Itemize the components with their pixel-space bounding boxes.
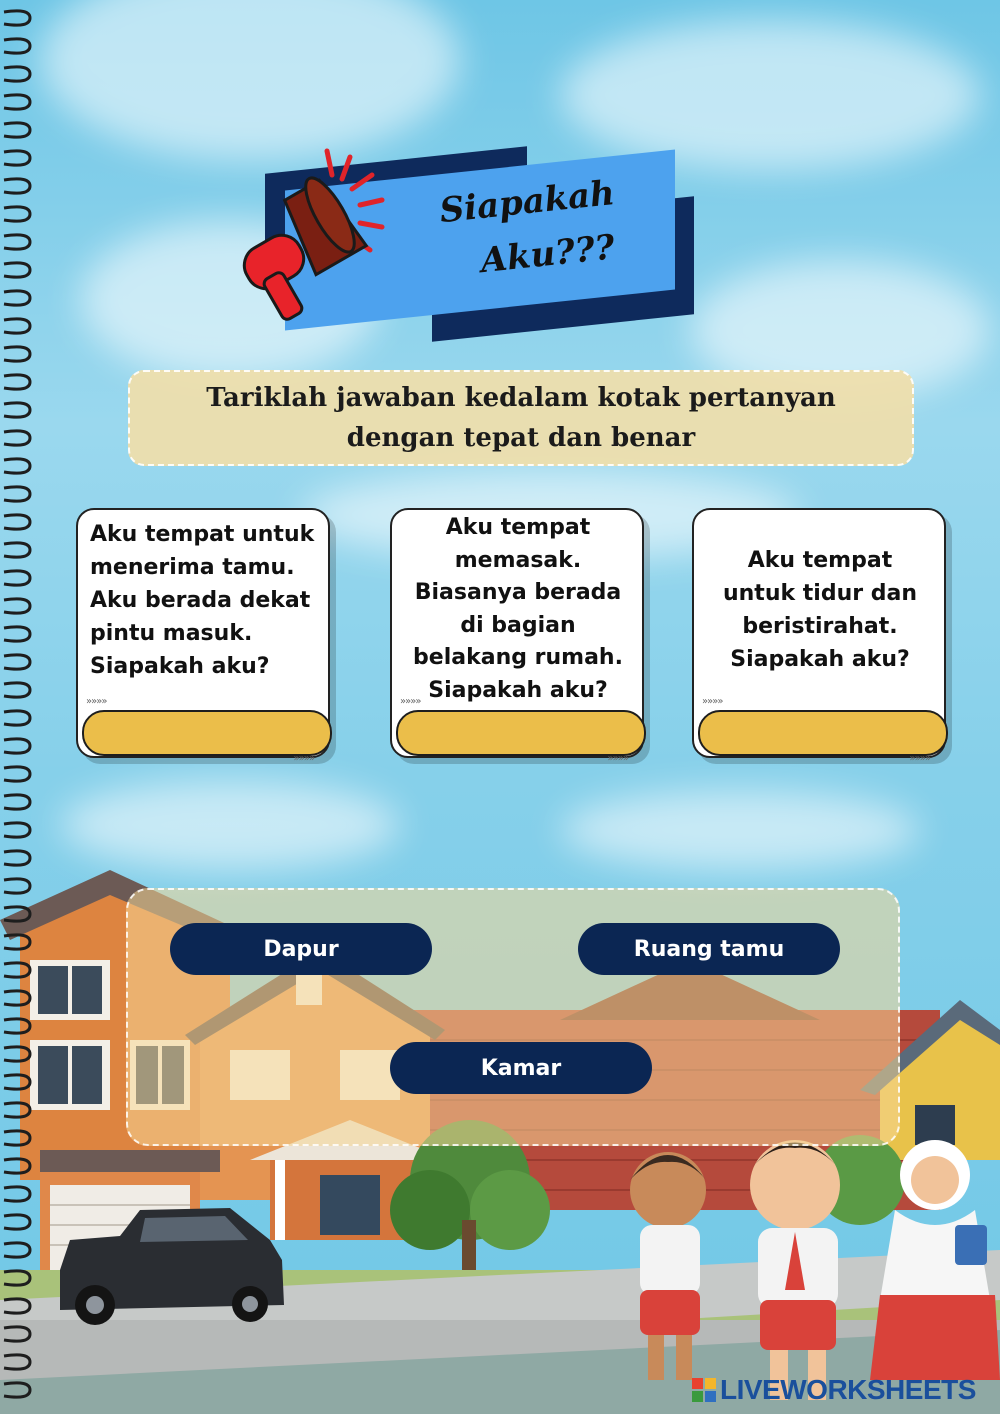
question-text: Aku tempat memasak. Biasanya berada di bagian belakang rumah. Siapakah aku? (413, 515, 623, 703)
answer-option-kamar[interactable]: Kamar (390, 1042, 652, 1094)
question-card-2 (390, 508, 644, 764)
answer-drop-zone-3[interactable] (698, 710, 948, 756)
question-card-1 (76, 508, 330, 764)
answer-drop-zone-2[interactable] (396, 710, 646, 756)
liveworksheets-logo-icon (692, 1378, 716, 1402)
answer-option-ruang-tamu[interactable]: Ruang tamu (578, 923, 840, 975)
instruction-box (128, 370, 914, 466)
liveworksheets-brand (692, 1374, 976, 1406)
page-title: Siapakah Aku??? (437, 173, 617, 282)
arrow-decoration: »»»» (86, 696, 107, 707)
arrow-decoration: »»»» (293, 753, 314, 764)
arrow-decoration: »»»» (909, 753, 930, 764)
megaphone-icon (232, 145, 412, 325)
spiral-binding (0, 0, 40, 1414)
answer-drop-zone-1[interactable] (82, 710, 332, 756)
instruction-text: Tariklah jawaban kedalam kotak pertanyan dengan tepat dan benar (206, 383, 836, 453)
arrow-decoration: »»»» (702, 696, 723, 707)
arrow-decoration: »»»» (607, 753, 628, 764)
question-text: Aku tempat untuk tidur dan beristirahat. Siapakah aku? (722, 548, 918, 672)
answer-option-dapur[interactable]: Dapur (170, 923, 432, 975)
arrow-decoration: »»»» (400, 696, 421, 707)
question-card-3 (692, 508, 946, 764)
brand-text: LIVEWORKSHEETS (720, 1374, 976, 1405)
question-text: Aku tempat untuk menerima tamu. Aku berada dekat pintu masuk. Siapakah aku? (90, 522, 315, 679)
